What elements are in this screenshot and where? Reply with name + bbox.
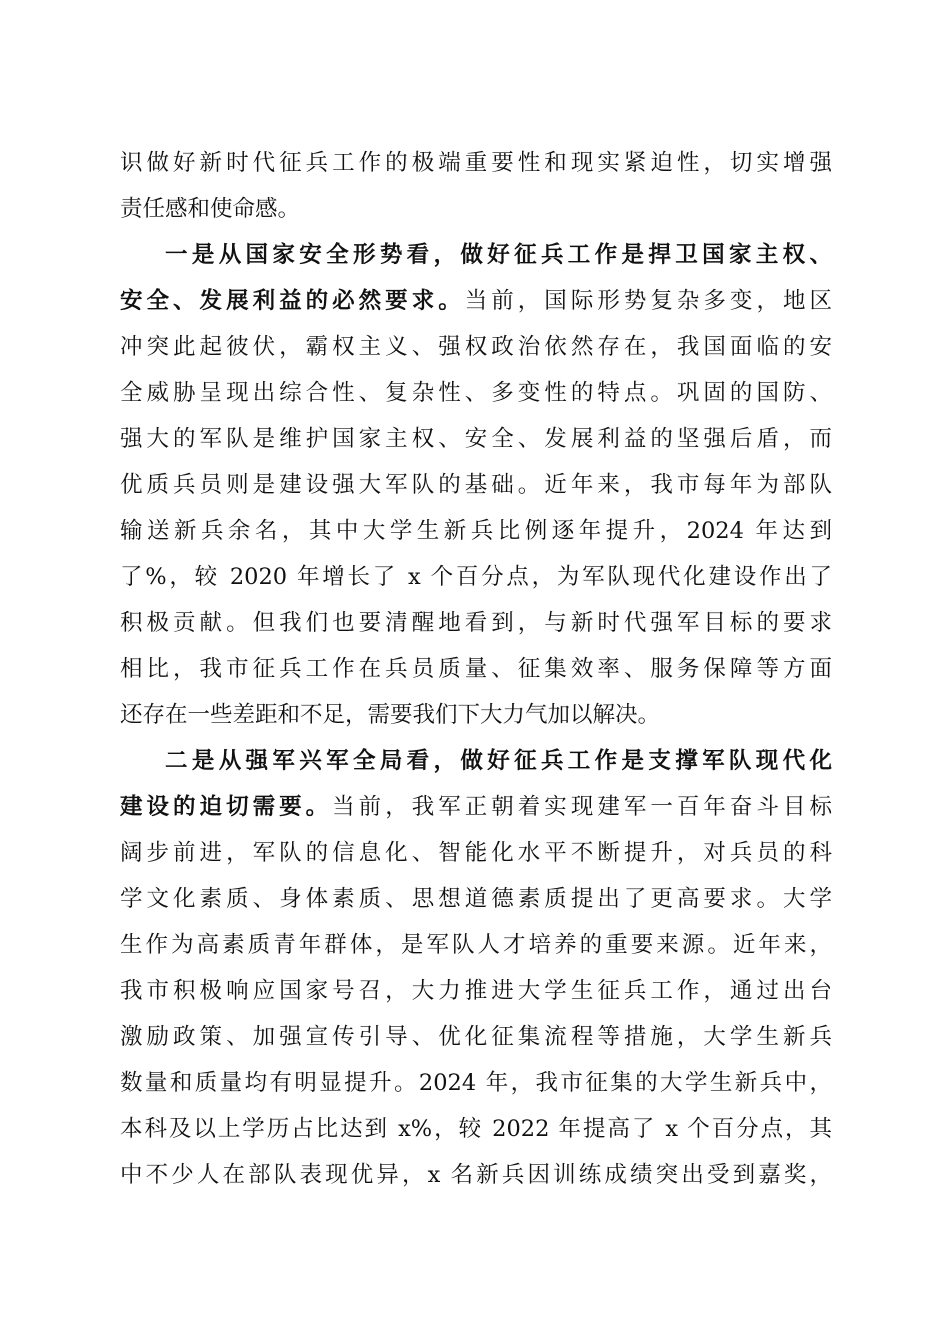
text-line: 输送新兵余名，其中大学生新兵比例逐年提升，2024 年达到 <box>120 518 832 544</box>
text-line: 阔步前进，军队的信息化、智能化水平不断提升，对兵员的科 <box>120 840 832 866</box>
text-line: 还存在一些差距和不足，需要我们下大力气加以解决。 <box>120 702 661 728</box>
text-line: 中不少人在部队表现优异，x 名新兵因训练成绩突出受到嘉奖， <box>120 1162 832 1188</box>
text-line <box>120 738 832 784</box>
lead-sentence: 建设的迫切需要。 <box>120 794 333 820</box>
text-line: 数量和质量均有明显提升。2024 年，我市征集的大学生新兵中， <box>120 1070 832 1096</box>
paragraph-intro-continued <box>120 140 832 232</box>
text-line <box>120 232 832 278</box>
text-line: 学文化素质、身体素质、思想道德素质提出了更高要求。大学 <box>120 886 832 912</box>
paragraph-point-one <box>120 232 832 738</box>
text-line: 相比，我市征兵工作在兵员质量、征集效率、服务保障等方面 <box>120 656 832 682</box>
text-line: 冲突此起彼伏，霸权主义、强权政治依然存在，我国面临的安 <box>120 334 832 360</box>
text-line: 激励政策、加强宣传引导、优化征集流程等措施，大学生新兵 <box>120 1024 832 1050</box>
lead-sentence: 一是从国家安全形势看，做好征兵工作是捍卫国家主权、 <box>165 242 832 268</box>
lead-sentence: 安全、发展利益的必然要求。 <box>120 288 465 314</box>
text-line: 优质兵员则是建设强大军队的基础。近年来，我市每年为部队 <box>120 472 832 498</box>
text-line: 安全、发展利益的必然要求。当前，国际形势复杂多变，地区 <box>120 288 832 314</box>
text-line: 全威胁呈现出综合性、复杂性、多变性的特点。巩固的国防、 <box>120 380 832 406</box>
document-body <box>120 140 832 1198</box>
text-line: 责任感和使命感。 <box>120 196 301 222</box>
paragraph-point-two <box>120 738 832 1198</box>
text-line: 生作为高素质青年群体，是军队人才培养的重要来源。近年来， <box>120 932 832 958</box>
lead-sentence: 二是从强军兴军全局看，做好征兵工作是支撑军队现代化 <box>165 748 832 774</box>
text-line: 强大的军队是维护国家主权、安全、发展利益的坚强后盾，而 <box>120 426 832 452</box>
text-line: 我市积极响应国家号召，大力推进大学生征兵工作，通过出台 <box>120 978 832 1004</box>
text-line: 本科及以上学历占比达到 x%，较 2022 年提高了 x 个百分点，其 <box>120 1116 832 1142</box>
text-line: 了%，较 2020 年增长了 x 个百分点，为军队现代化建设作出了 <box>120 564 832 590</box>
text-line: 建设的迫切需要。当前，我军正朝着实现建军一百年奋斗目标 <box>120 794 832 820</box>
text-line: 积极贡献。但我们也要清醒地看到，与新时代强军目标的要求 <box>120 610 832 636</box>
text-line: 识做好新时代征兵工作的极端重要性和现实紧迫性，切实增强 <box>120 150 832 176</box>
